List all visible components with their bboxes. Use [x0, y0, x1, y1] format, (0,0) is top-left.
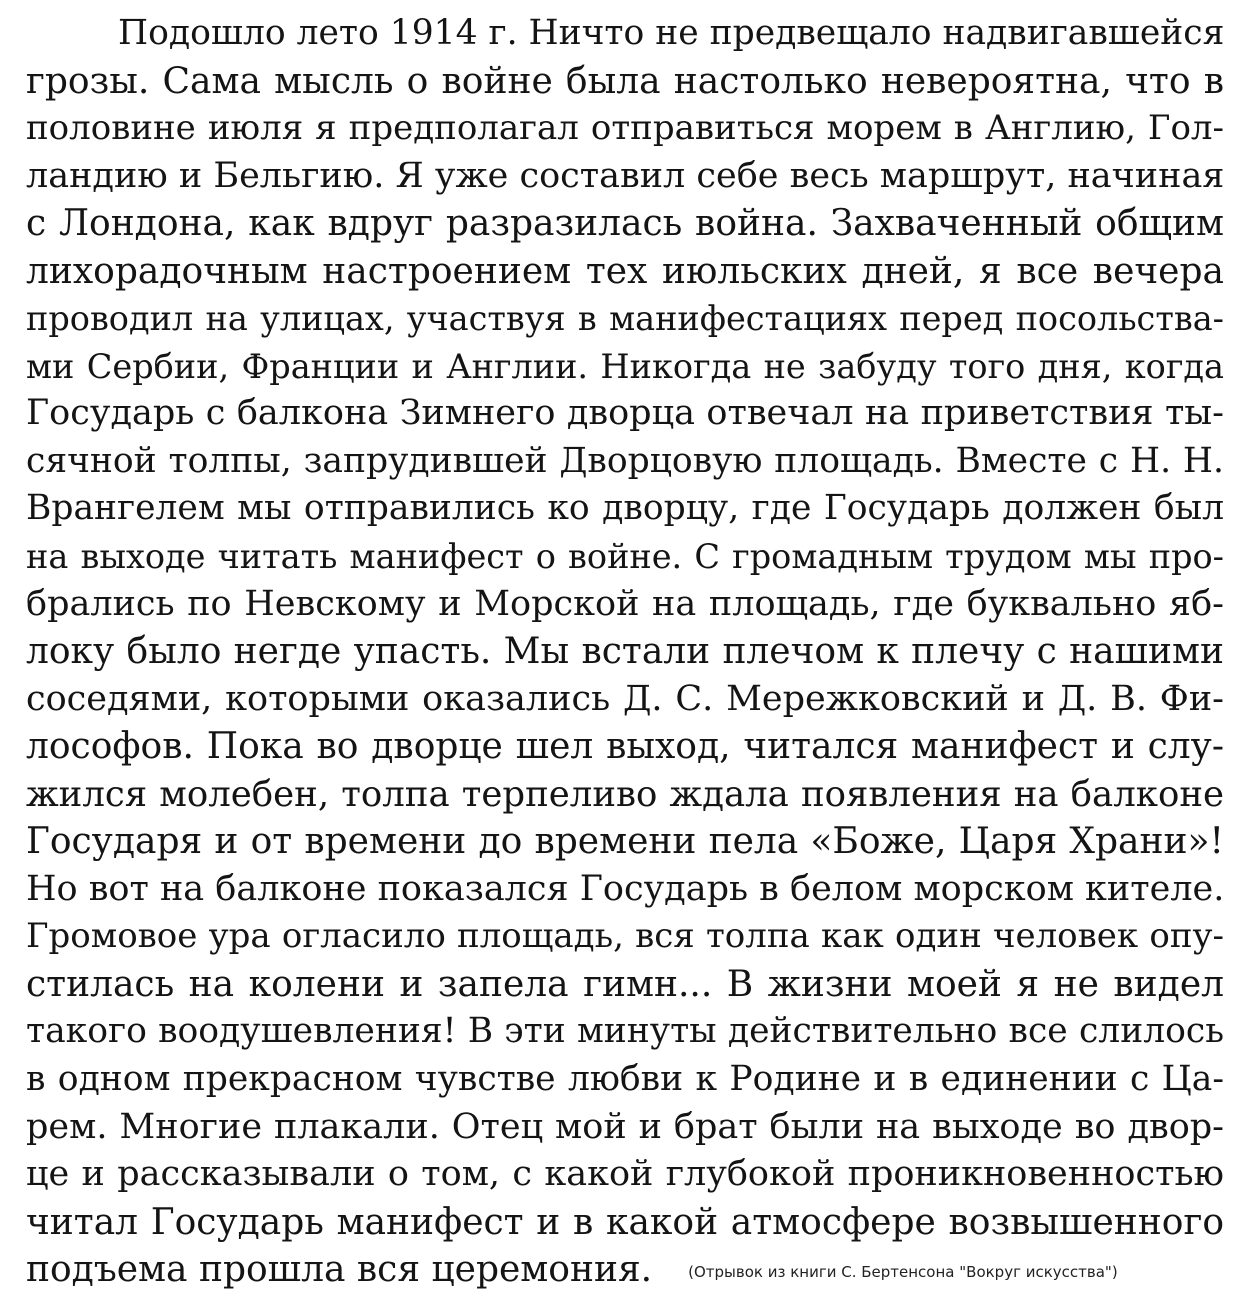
text-line: Громовое ура огласило площадь, вся толпа как один человек опу- [26, 916, 1224, 957]
text-line: такого воодушевления! В эти минуты действительно все слилось [26, 1011, 1224, 1052]
text-line: на выходе читать манифест о войне. С громадным трудом мы про- [26, 537, 1224, 577]
text-line: Но вот на балконе показался Государь в белом морском кителе. [26, 868, 1224, 909]
text-line: жился молебен, толпа терпеливо ждала появления на балконе [26, 773, 1224, 815]
text-line: грозы. Сама мысль о войне была настолько невероятна, что в [26, 60, 1224, 102]
text-line: проводил на улицах, участвуя в манифестациях перед посольства- [26, 299, 1224, 339]
text-line: ландию и Бельгию. Я уже составил себе весь маршрут, начиная [26, 155, 1224, 196]
text-line: половине июля я предполагал отправиться морем в Англию, Гол- [26, 108, 1224, 149]
text-line: соседями, которыми оказались Д. С. Мережковский и Д. В. Фи- [26, 678, 1224, 719]
text-line: сячной толпы, запрудившей Дворцовую площадь. Вместе с Н. Н. [26, 440, 1224, 481]
source-caption: (Отрывок из книги С. Бертенсона "Вокруг искусства") [688, 1263, 1118, 1282]
last-text-line [26, 1246, 1224, 1294]
text-line: Государь с балкона Зимнего дворца отвечал на приветствия ты- [26, 393, 1224, 434]
text-line: Подошло лето 1914 г. Ничто не предвещало надвигавшейся [118, 13, 1224, 53]
text-line: Врангелем мы отправились ко дворцу, где Государь должен был [26, 488, 1224, 529]
text-line: лософов. Пока во дворце шел выход, читался манифест и слу- [26, 726, 1224, 768]
text-page [26, 10, 1224, 1294]
text-line: локу было негде упасть. Мы встали плечом к плечу с нашими [26, 631, 1224, 673]
text-line: в одном прекрасном чувстве любви к Родине и в единении с Ца- [26, 1059, 1224, 1100]
text-line: Государя и от времени до времени пела «Боже, Царя Храни»! [26, 821, 1224, 863]
text-line-final: подъема прошла вся церемония. [26, 1249, 653, 1291]
text-line: читал Государь манифест и в какой атмосфере возвышенного [26, 1201, 1224, 1243]
text-line: ми Сербии, Франции и Англии. Никогда не забуду того дня, когда [26, 346, 1224, 386]
text-line: це и рассказывали о том, с какой глубокой проникновенностью [26, 1154, 1224, 1195]
text-line: рем. Многие плакали. Отец мой и брат были на выходе во двор- [26, 1106, 1224, 1147]
text-line: брались по Невскому и Морской на площадь, где буквально яб- [26, 583, 1224, 624]
text-line: лихорадочным настроением тех июльских дней, я все вечера [26, 250, 1224, 292]
text-line: с Лондона, как вдруг разразилась война. Захваченный общим [26, 203, 1224, 245]
text-line: стилась на колени и запела гимн... В жизни моей я не видел [26, 963, 1224, 1005]
